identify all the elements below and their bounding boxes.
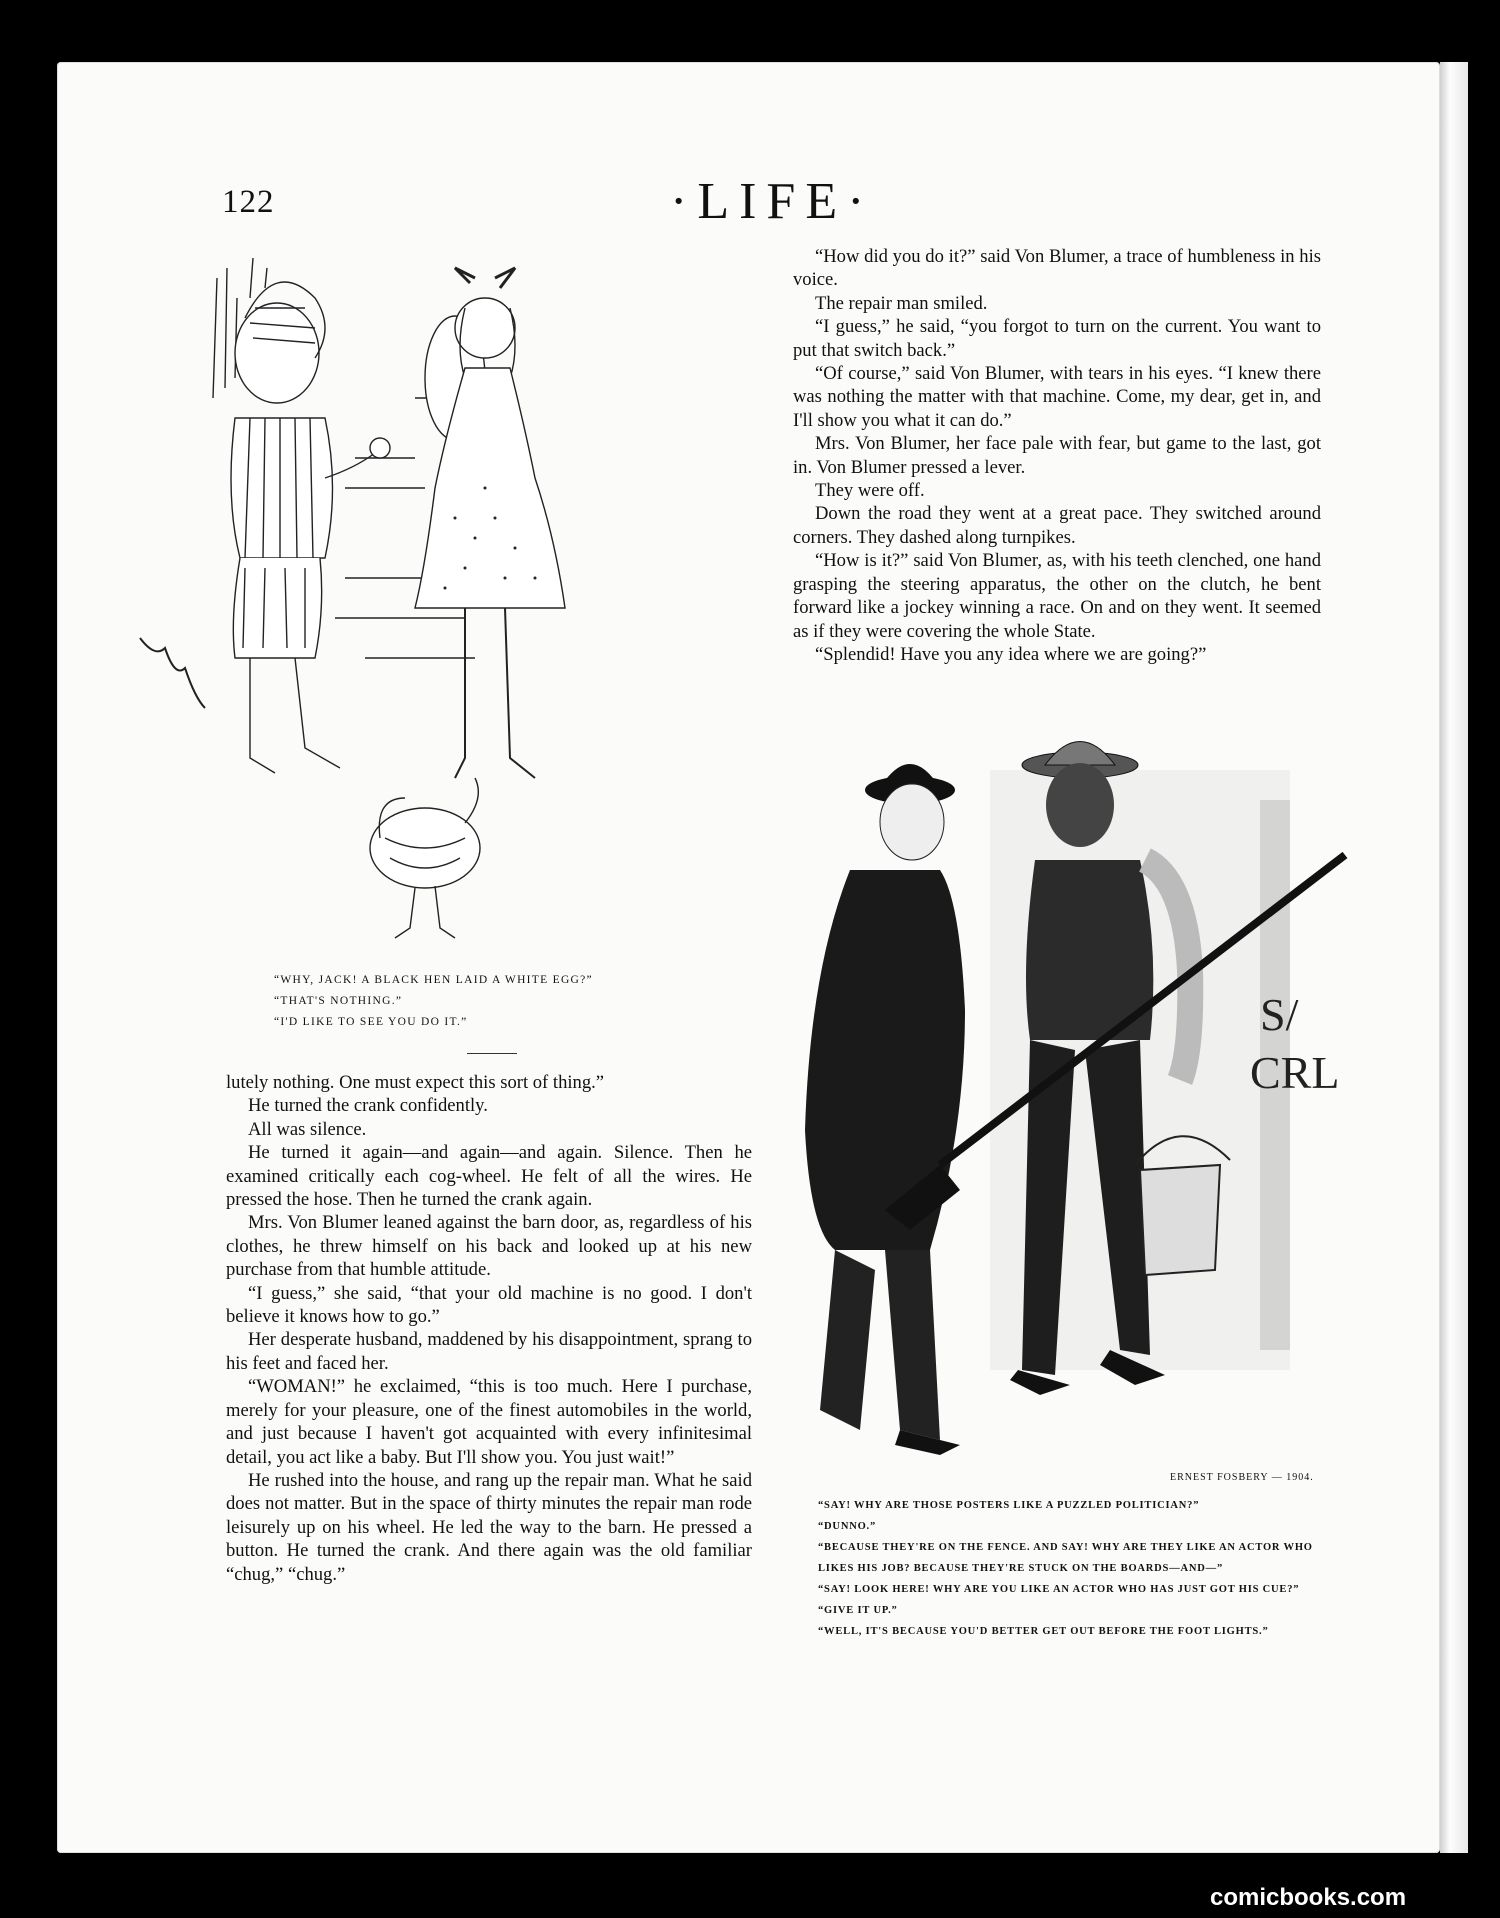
caption-line: “SAY! WHY ARE THOSE POSTERS LIKE A PUZZLED POLITICIAN?” [818,1500,1200,1511]
paragraph: Mrs. Von Blumer, her face pale with fear, but game to the last, got in. Von Blumer pressed a lever. [793,433,1321,478]
right-text-column [793,245,1321,666]
caption-line: “BECAUSE THEY'RE ON THE FENCE. AND SAY! WHY ARE THEY LIKE AN ACTOR WHO LIKES HIS JOB? BECAUSE THEY'RE STUCK ON THE BOARDS—AND—” [818,1542,1313,1574]
caption-line: “GIVE IT UP.” [818,1605,898,1616]
poster-text: S/ [1260,989,1299,1040]
children-hen-illustration [165,238,565,958]
paragraph: He turned it again—and again—and again. Silence. Then he examined critically each cog-wheel. He felt of all the wires. He pressed the hose. Then he turned the crank again. [226,1142,752,1211]
caption-line: “THAT'S NOTHING.” [274,995,403,1007]
paragraph: “How did you do it?” said Von Blumer, a trace of humbleness in his voice. [793,246,1321,291]
paragraph: “I guess,” she said, “that your old machine is no good. I don't believe it knows how to go.” [226,1282,752,1328]
paragraph: “Splendid! Have you any idea where we are going?” [815,643,1207,665]
paragraph: Mrs. Von Blumer leaned against the barn door, as, regardless of his clothes, he threw himself on his back and looked up at his new purchase from that humble attitude. [226,1212,752,1281]
page-spine [1440,62,1468,1853]
paragraph: “How is it?” said Von Blumer, as, with his teeth clenched, one hand grasping the steering apparatus, the other on the clutch, he bent forward like a jockey winning a race. On and on they went. It seemed as if they were covering the whole State. [793,550,1321,642]
left-text-column [226,1071,752,1586]
caption-divider [467,1053,517,1054]
paragraph: He turned the crank confidently. [248,1095,488,1117]
masthead-title: ·LIFE· [670,173,875,230]
left-illustration-caption [274,970,714,1033]
caption-line: “WELL, IT'S BECAUSE YOU'D BETTER GET OUT BEFORE THE FOOT LIGHTS.” [818,1626,1269,1637]
artist-signature: ERNEST FOSBERY — 1904. [1170,1472,1314,1483]
paragraph: The repair man smiled. [815,292,988,314]
paragraph: lutely nothing. One must expect this sort of thing.” [226,1072,605,1093]
site-watermark: comicbooks.com [1210,1884,1407,1911]
caption-line: “SAY! LOOK HERE! WHY ARE YOU LIKE AN ACTOR WHO HAS JUST GOT HIS CUE?” [818,1584,1300,1595]
caption-line: “WHY, JACK! A BLACK HEN LAID A WHITE EGG?” [274,974,593,986]
poster-text: CRL [1250,1047,1340,1098]
paragraph: He rushed into the house, and rang up the repair man. What he said does not matter. But in the space of thirty minutes the repair man rode leisurely up on his wheel. He led the way to the barn. He pressed a button. He turned the crank. And there again was the old familiar “chug,” “chug.” [226,1469,752,1585]
caption-line: “DUNNO.” [818,1521,877,1532]
page-number: 122 [222,184,275,220]
paragraph: They were off. [815,480,925,502]
paragraph: “Of course,” said Von Blumer, with tears in his eyes. “I knew there was nothing the matter with that machine. Come, my dear, get in, and I'll show you what it can do.” [793,363,1321,431]
paragraph: Her desperate husband, maddened by his disappointment, sprang to his feet and faced her. [226,1329,752,1374]
caption-line: “I'D LIKE TO SEE YOU DO IT.” [274,1016,468,1028]
two-men-illustration [790,710,1340,1483]
right-illustration-caption [818,1495,1338,1642]
paragraph: “I guess,” he said, “you forgot to turn on the current. You want to put that switch back.” [793,316,1321,361]
paragraph: “WOMAN!” he exclaimed, “this is too much. Here I purchase, merely for your pleasure, one of the finest automobiles in the world, and just because I haven't got acquainted with every infinitesimal detail, you act like a baby. But I'll show you. You just wait!” [226,1376,752,1468]
paragraph: All was silence. [248,1118,367,1140]
paragraph: Down the road they went at a great pace. They switched around corners. They dashed along turnpikes. [793,503,1321,548]
next-page-edge [1468,70,1500,1850]
